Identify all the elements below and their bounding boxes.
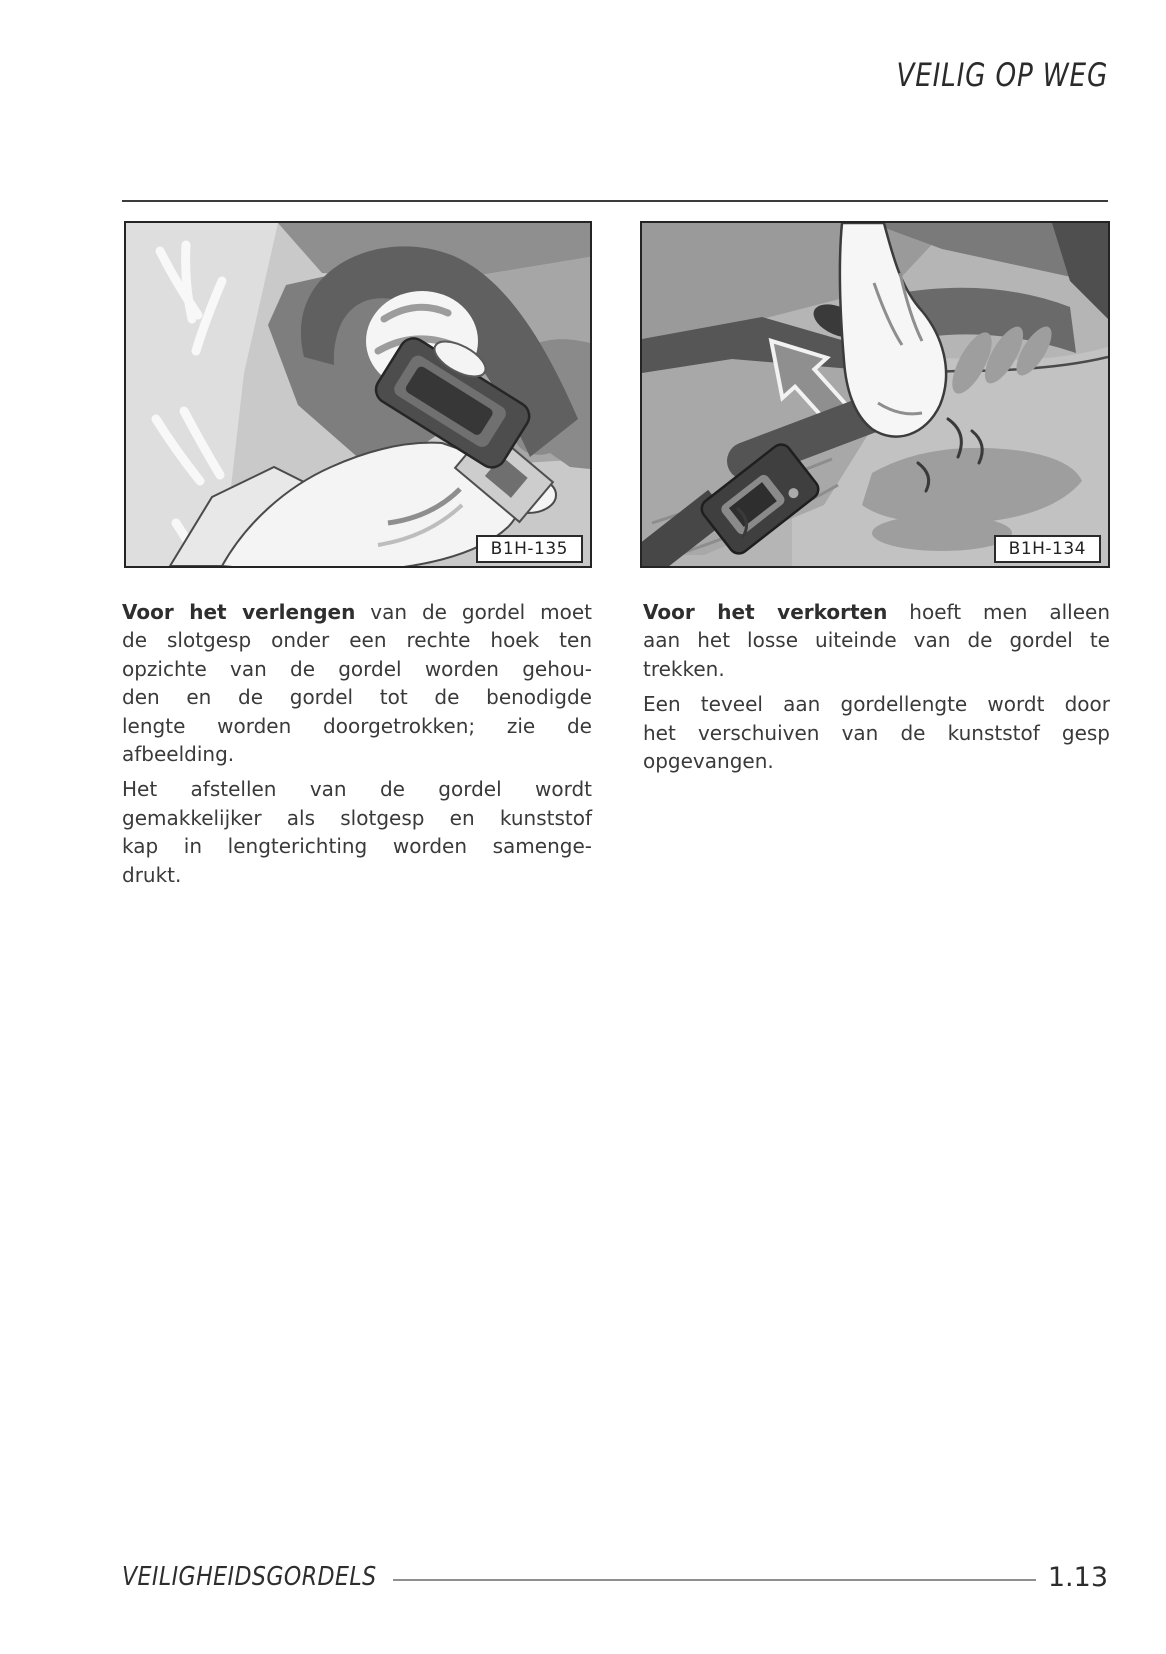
text-line-rest: hoeft men alleen [887,600,1111,624]
belt-buckle-illustration [126,223,590,566]
text-line: het verschuiven van de kunststof gesp [643,720,1110,745]
text-line: drukt. [122,862,182,887]
paragraph-shorten [643,598,1110,683]
footer-section-label: VEILIGHEIDSGORDELS [122,1562,377,1592]
figure-belt-shorten [640,221,1110,568]
text-line: kap in lengterichting worden samenge- [122,834,592,859]
text-line: lengte worden doorgetrokken; zie de [122,713,592,738]
running-header: VEILIG OP WEG [896,56,1108,94]
page-footer [122,1560,1108,1594]
bold-lead: Voor het verkorten [643,600,888,624]
text-line: opgevangen. [643,749,774,774]
text-column-right [643,598,1110,782]
figure-caption: B1H-135 [476,535,583,563]
figure-belt-lengthen [124,221,592,568]
text-line: opzichte van de gordel worden gehou- [122,656,592,681]
footer-rule [393,1579,1035,1581]
text-line: gemakkelijker als slotgesp en kunststof [122,805,592,830]
header-rule [122,200,1108,202]
text-line: Het afstellen van de gordel wordt [122,777,592,802]
page-number: 1.13 [1047,1561,1108,1593]
paragraph-excess-length [643,690,1110,775]
text-line: trekken. [643,656,725,681]
text-line-rest: van de gordel moet [355,600,593,624]
text-line [122,598,592,626]
text-line: Een teveel aan gordellengte wordt door [643,692,1110,717]
text-line: afbeelding. [122,742,235,767]
text-line [643,598,1110,626]
text-line: aan het losse uiteinde van de gordel te [643,628,1110,653]
paragraph-lengthen [122,598,592,768]
figure-caption: B1H-134 [994,535,1101,563]
text-line: de slotgesp onder een rechte hoek ten [122,628,592,653]
text-column-left [122,598,592,896]
belt-pull-illustration [642,223,1108,566]
text-line: den en de gordel tot de benodigde [122,685,592,710]
paragraph-adjust [122,775,592,889]
bold-lead: Voor het verlengen [122,600,356,624]
